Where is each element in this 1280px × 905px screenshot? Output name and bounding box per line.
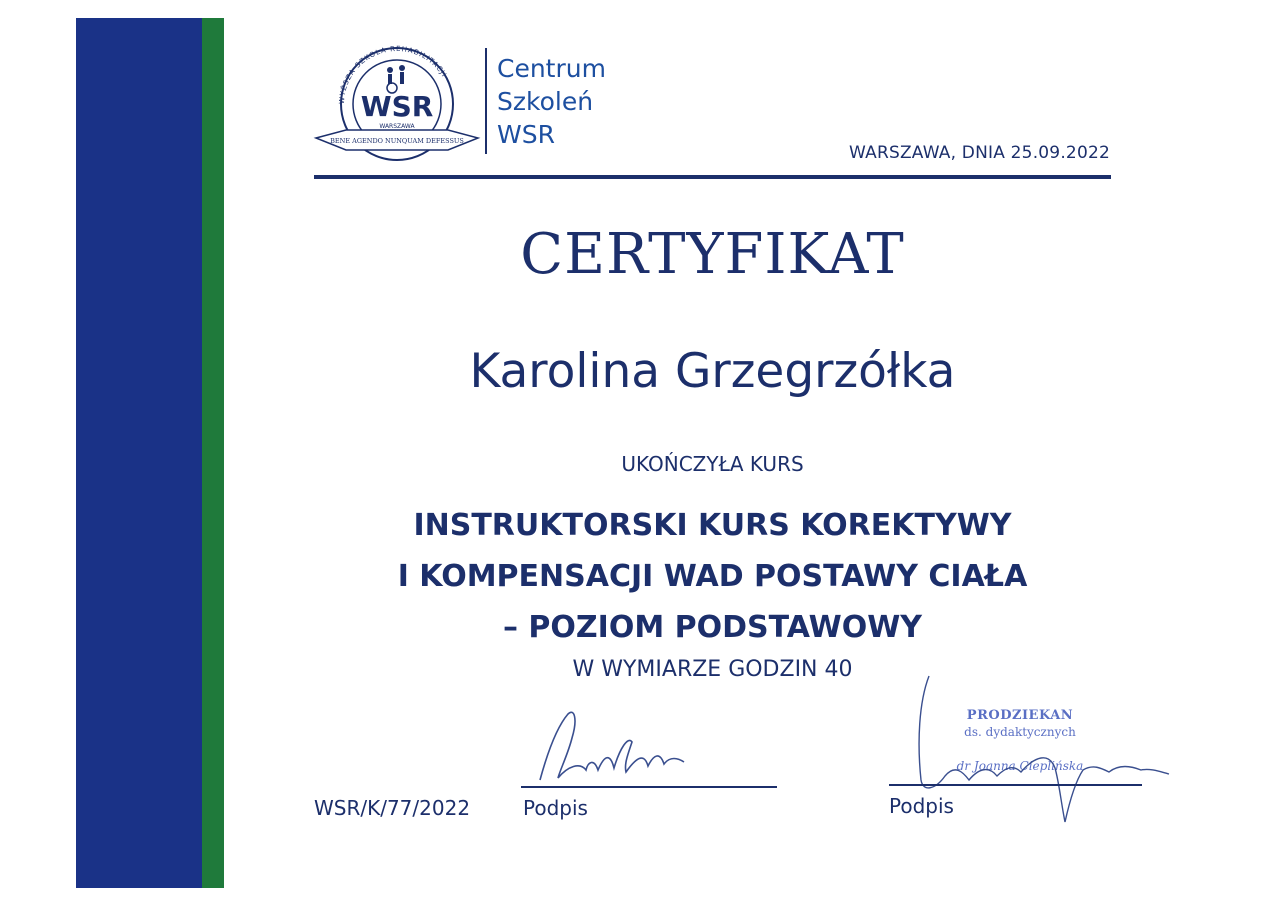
centre-line: WSR: [497, 120, 555, 149]
logo-ring-text: WYŻSZA SZKOŁA REHABILITACJI: [337, 44, 449, 105]
logo-letters: WSR: [360, 90, 434, 123]
header-rule: [314, 175, 1111, 179]
signature-line-right: [889, 784, 1142, 786]
signature-label-right: Podpis: [889, 794, 954, 818]
signature-left: [528, 708, 718, 788]
centre-line: Szkoleń: [497, 87, 594, 116]
signature-line-left: [521, 786, 777, 788]
wsr-logo: [312, 42, 482, 162]
header-divider: [485, 48, 487, 154]
left-green-band: [202, 18, 224, 888]
signature-label-left: Podpis: [523, 796, 588, 820]
certificate-title: CERTYFIKAT: [520, 222, 905, 287]
stamp-subtitle: ds. dydaktycznych: [964, 725, 1076, 739]
course-title: [314, 500, 1111, 653]
course-title-line: INSTRUKTORSKI KURS KOREKTYWY: [413, 508, 1012, 543]
certificate-number: WSR/K/77/2022: [314, 796, 471, 820]
left-blue-band: [76, 18, 202, 888]
wheelchair-figures-icon: [387, 65, 405, 93]
centre-name: [497, 52, 606, 151]
completed-label: UKOŃCZYŁA KURS: [621, 452, 804, 476]
centre-line: Centrum: [497, 54, 606, 83]
logo-motto: BENE AGENDO NUNQUAM DEFESSUS: [330, 137, 464, 145]
logo-city: WARSZAWA: [379, 123, 415, 130]
recipient-name: Karolina Grzegrzółka: [469, 344, 956, 399]
stamp-title: PRODZIEKAN: [966, 708, 1074, 723]
course-hours: W WYMIARZE GODZIN 40: [572, 657, 853, 682]
stamp-signatory: dr Joanna Cieplińska: [956, 759, 1084, 773]
course-title-line: – POZIOM PODSTAWOWY: [502, 610, 923, 645]
issue-date: WARSZAWA, DNIA 25.09.2022: [849, 143, 1110, 163]
course-title-line: I KOMPENSACJI WAD POSTAWY CIAŁA: [397, 559, 1028, 594]
